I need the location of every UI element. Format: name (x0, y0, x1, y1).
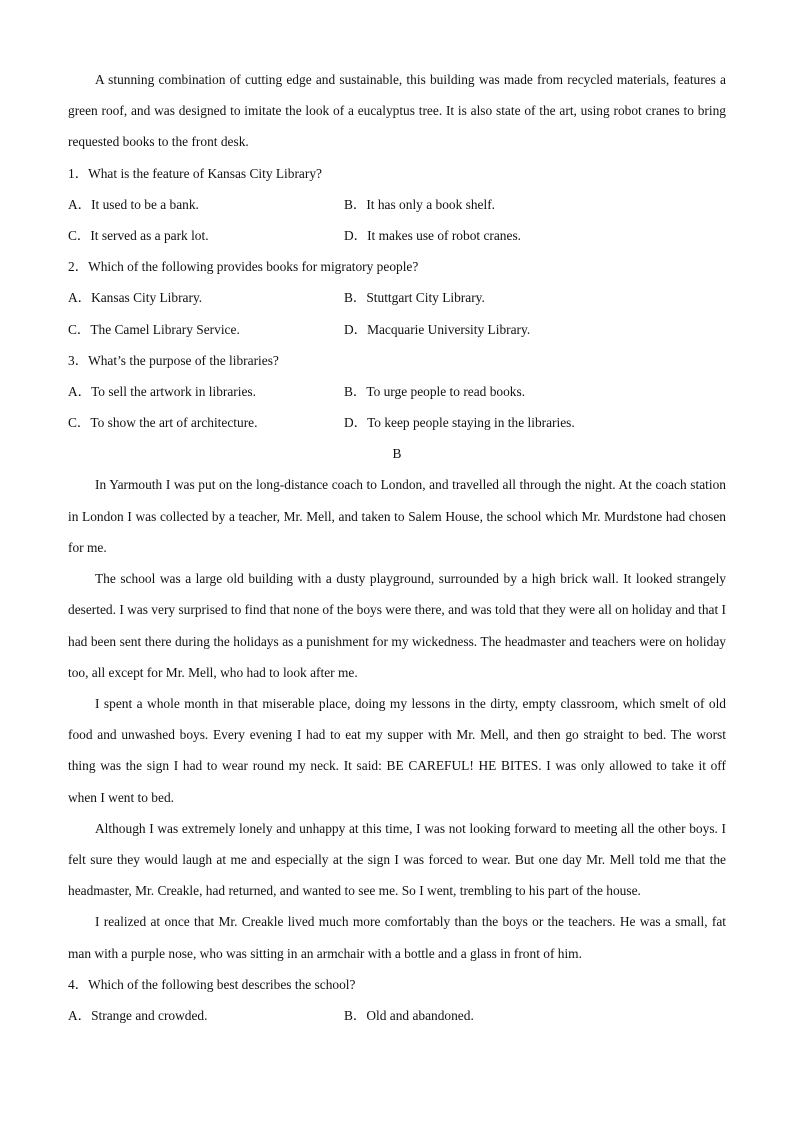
option-letter: A． (68, 290, 92, 306)
option-c[interactable] (68, 407, 344, 438)
option-text: It has only a book shelf. (366, 196, 496, 212)
options-row (68, 407, 726, 438)
options-row (68, 376, 726, 407)
question-text: Which of the following best describes the school? (88, 976, 356, 992)
question-number: 2． (68, 259, 89, 275)
option-text: To urge people to read books. (366, 383, 526, 399)
paragraph-text: Although I was extremely lonely and unhappy at this time, I was not looking forward to meeting all the other boys. I felt sure they would laugh at me and especially at the sign I was forced to wear. But one day Mr. Mell told me that the headmaster, Mr. Creakle, had returned, and wanted to see me. So I went, trembling to his part of the house. (68, 820, 726, 899)
option-letter: C． (68, 321, 91, 337)
option-letter: C． (68, 415, 91, 431)
paragraph-text: A stunning combination of cutting edge and sustainable, this building was made from recycled materials, features a green roof, and was designed to imitate the look of a eucalyptus tree. It is also state of the art, using robot cranes to bring requested books to the front desk. (68, 72, 726, 150)
option-letter: B． (344, 290, 367, 306)
option-letter: C． (68, 227, 91, 243)
option-letter: B． (344, 196, 367, 212)
option-b[interactable] (344, 282, 485, 313)
question-1 (68, 158, 726, 189)
option-c[interactable] (68, 220, 344, 251)
question-text: What’s the purpose of the libraries? (88, 352, 279, 368)
option-a[interactable] (68, 376, 344, 407)
paragraph-text: I realized at once that Mr. Creakle lived much more comfortably than the boys or the teachers. He was a small, fat man with a purple nose, who was sitting in an armchair with a bottle and a glass in front of him. (68, 914, 726, 961)
option-b[interactable] (344, 1000, 474, 1031)
option-d[interactable] (344, 220, 521, 251)
options-row (68, 189, 726, 220)
question-number: 4． (68, 976, 89, 992)
option-text: It served as a park lot. (90, 227, 209, 243)
option-letter: D． (344, 415, 368, 431)
option-letter: B． (344, 1007, 367, 1023)
section-b-heading: B (392, 446, 402, 462)
option-text: To sell the artwork in libraries. (91, 383, 256, 399)
option-text: Stuttgart City Library. (366, 290, 485, 306)
option-letter: D． (344, 227, 368, 243)
option-letter: A． (68, 196, 92, 212)
option-b[interactable] (344, 376, 525, 407)
passage-a-paragraph (68, 64, 726, 158)
option-text: Strange and crowded. (91, 1007, 208, 1023)
option-text: To keep people staying in the libraries. (367, 415, 575, 431)
paragraph-text: In Yarmouth I was put on the long-distance coach to London, and travelled all through the night. At the coach station in London I was collected by a teacher, Mr. Mell, and taken to Salem House, the school which Mr. Murdstone had chosen for me. (68, 477, 726, 555)
section-b-passage (68, 469, 726, 968)
question-text: What is the feature of Kansas City Library? (88, 165, 322, 181)
question-text: Which of the following provides books for migratory people? (88, 259, 419, 275)
option-text: Old and abandoned. (366, 1007, 474, 1023)
options-row (68, 282, 726, 313)
options-row (68, 1000, 726, 1031)
question-3 (68, 345, 726, 376)
question-4 (68, 969, 726, 1000)
option-a[interactable] (68, 282, 344, 313)
options-row (68, 220, 726, 251)
options-row (68, 314, 726, 345)
option-text: The Camel Library Service. (90, 321, 240, 337)
option-d[interactable] (344, 407, 575, 438)
option-text: Kansas City Library. (91, 290, 203, 306)
question-number: 1． (68, 165, 89, 181)
option-text: It used to be a bank. (91, 196, 199, 212)
option-text: Macquarie University Library. (367, 321, 531, 337)
option-letter: A． (68, 1007, 92, 1023)
paragraph-text: The school was a large old building with a dusty playground, surrounded by a high brick wall. It looked strangely deserted. I was very surprised to find that none of the boys were there, and was told that they were all on holiday and that I had been sent there during the holidays as a punishment for my wickedness. The headmaster and teachers were on holiday too, all except for Mr. Mell, who had to look after me. (68, 571, 726, 680)
document-page (68, 64, 726, 1031)
option-c[interactable] (68, 314, 344, 345)
option-text: To show the art of architecture. (90, 415, 258, 431)
option-letter: D． (344, 321, 368, 337)
option-a[interactable] (68, 1000, 344, 1031)
option-d[interactable] (344, 314, 530, 345)
question-2 (68, 251, 726, 282)
option-text: It makes use of robot cranes. (367, 227, 522, 243)
option-a[interactable] (68, 189, 344, 220)
paragraph-text: I spent a whole month in that miserable place, doing my lessons in the dirty, empty classroom, which smelt of old food and unwashed boys. Every evening I had to eat my supper with Mr. Mell, and then go straight to bed. The worst thing was the sign I had to wear round my neck. It said: BE CAREFUL! HE BITES. I was only allowed to take it off when I went to bed. (68, 695, 726, 805)
option-b[interactable] (344, 189, 495, 220)
question-number: 3． (68, 352, 89, 368)
option-letter: B． (344, 383, 367, 399)
option-letter: A． (68, 383, 92, 399)
